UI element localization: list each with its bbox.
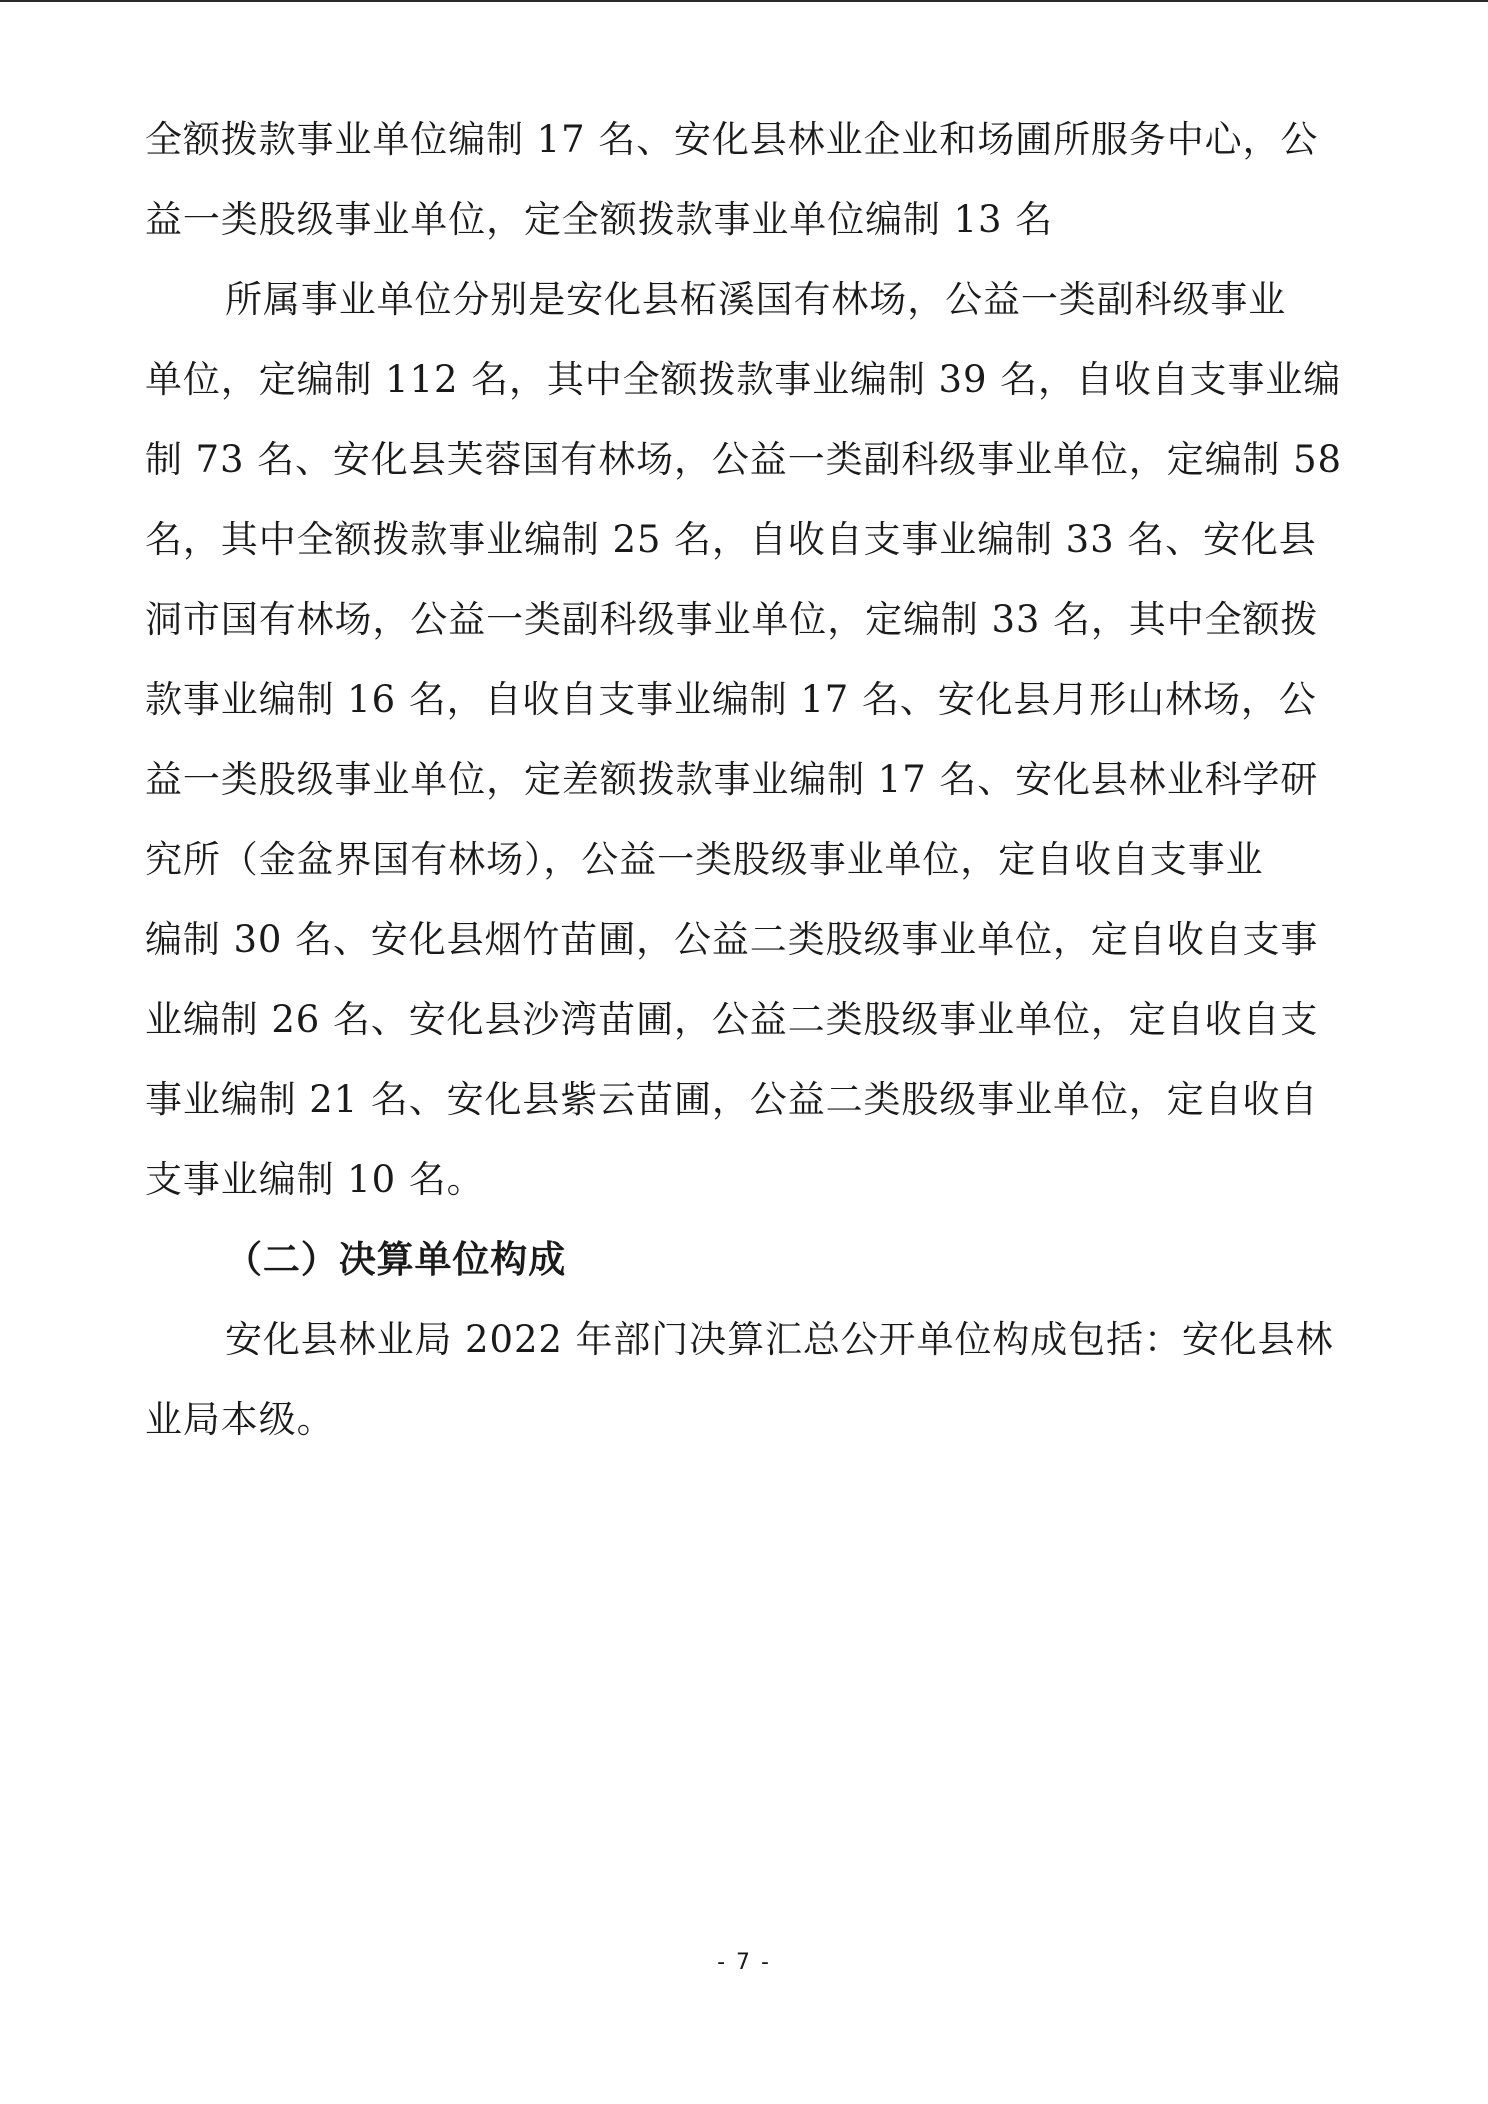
page-number: - 7 - (717, 1950, 771, 1975)
text-line: 全额拨款事业单位编制 17 名、安化县林业企业和场圃所服务中心，公 (145, 118, 1319, 161)
page-top-border (0, 0, 1488, 2)
text-line: 所属事业单位分别是安化县柘溪国有林场，公益一类副科级事业 (225, 278, 1287, 321)
text-line: 益一类股级事业单位，定全额拨款事业单位编制 13 名 (145, 198, 1054, 241)
text-line: 支事业编制 10 名。 (145, 1158, 485, 1201)
text-line: 益一类股级事业单位，定差额拨款事业编制 17 名、安化县林业科学研 (145, 758, 1319, 801)
text-line: 编制 30 名、安化县烟竹苗圃，公益二类股级事业单位，定自收自支事 (145, 918, 1319, 961)
text-line: 款事业编制 16 名，自收自支事业编制 17 名、安化县月形山林场，公 (145, 678, 1317, 721)
paragraph-unit-composition (145, 1300, 1343, 1460)
text-line: 洞市国有林场，公益一类副科级事业单位，定编制 33 名，其中全额拨 (145, 598, 1319, 641)
paragraph-staffing-continued (145, 100, 1343, 260)
text-line: 单位，定编制 112 名，其中全额拨款事业编制 39 名，自收自支事业编 (145, 358, 1342, 401)
document-body (145, 100, 1343, 1460)
section-heading: （二）决算单位构成 (225, 1238, 567, 1281)
text-line: 名，其中全额拨款事业编制 25 名，自收自支事业编制 33 名、安化县 (145, 518, 1317, 561)
text-line: 制 73 名、安化县芙蓉国有林场，公益一类副科级事业单位，定编制 58 (145, 438, 1342, 481)
text-line: 安化县林业局 2022 年部门决算汇总公开单位构成包括：安化县林 (225, 1318, 1334, 1361)
text-line: 业局本级。 (145, 1398, 335, 1441)
text-line: 业编制 26 名、安化县沙湾苗圃，公益二类股级事业单位，定自收自支 (145, 998, 1319, 1041)
text-line: 事业编制 21 名、安化县紫云苗圃，公益二类股级事业单位，定自收自 (145, 1078, 1319, 1121)
paragraph-affiliated-units (145, 260, 1343, 1220)
text-line: 究所（金盆界国有林场），公益一类股级事业单位，定自收自支事业 (145, 838, 1264, 881)
